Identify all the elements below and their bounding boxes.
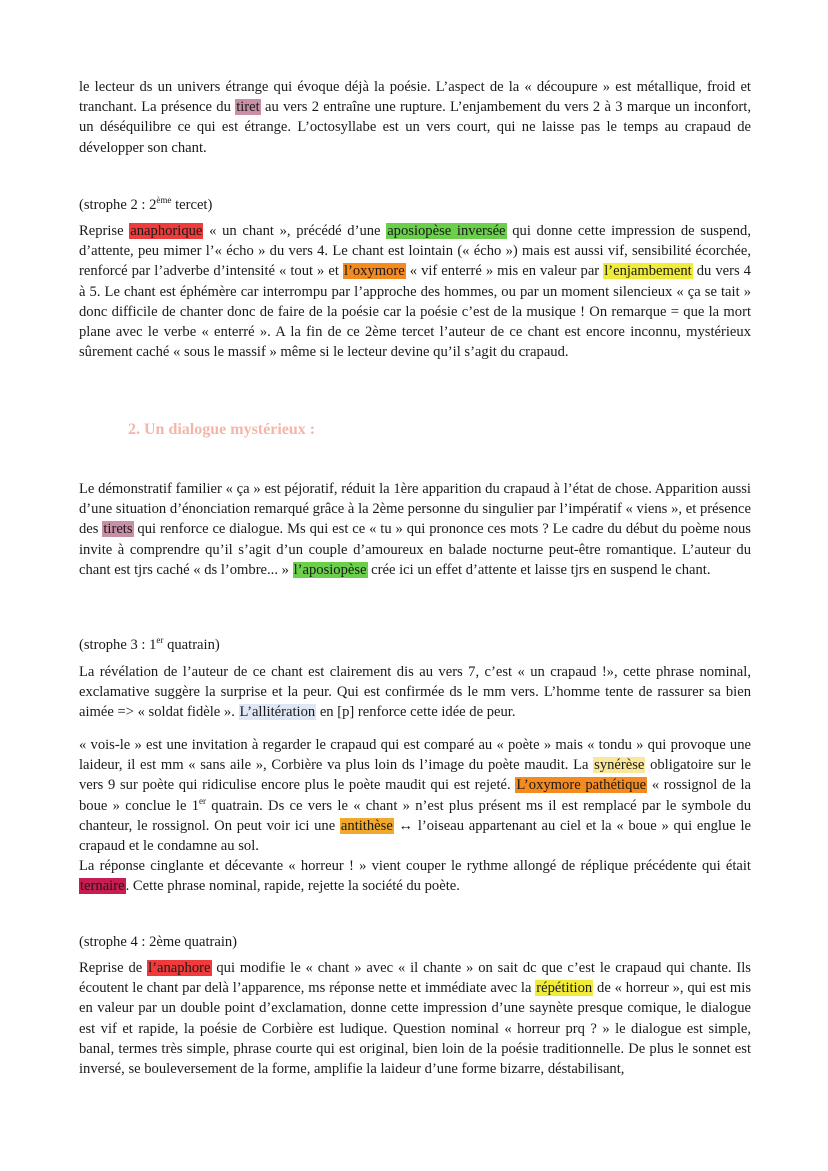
subheading-strophe-2: (strophe 2 : 2ème tercet) — [79, 195, 213, 213]
highlight-ternaire: ternaire — [80, 878, 125, 895]
highlight-antithese: antithèse — [340, 817, 393, 834]
highlight-enjambement: l’enjambement — [604, 263, 692, 280]
paragraph-dialogue: Le démonstratif familier « ça » est péjoratif, réduit la 1ère apparition du crapaud à l’état de chose. Apparition aussi d’une situation d’énonciation remarqué grâce à la 2ème personne du singulier par l’impératif « viens », et présence des tirets qui renforce ce dialogue. Ms qui est ce « tu » qui prononce ces mots ? Le cadre du début du poème nous invite à comprendre qu’il s’agit d’un couple d’amoureux en balade nocturne peut-être romantique. L’auteur du chant est tjrs caché « ds l’ombre... » l’aposiopèse crée ici un effet d’attente et laisse tjrs en suspend le chant. — [79, 481, 751, 578]
highlight-oxymore-pathetique: L’oxymore pathétique — [516, 777, 647, 794]
section-heading: 2. Un dialogue mystérieux : — [128, 421, 316, 438]
highlight-synerese: synérèse — [594, 757, 645, 774]
paragraph-strophe-3-a: La révélation de l’auteur de ce chant est clairement dis au vers 7, c’est « un crapaud !», cette phrase nominal, exclamative suggère la surprise et la peur. Qui est confirmée ds le mm vers. L’homme tente de rassurer sa bien aimée => « soldat fidèle ». L’allitération en [p] renforce cette idée de peur. — [79, 664, 751, 721]
subheading-strophe-4: (strophe 4 : 2ème quatrain) — [79, 934, 238, 950]
paragraph-strophe-1-end: le lecteur ds un univers étrange qui évoque déjà la poésie. L’aspect de la « découpure » est métallique, froid et tranchant. La présence du tiret au vers 2 entraîne une rupture. L’enjambement du vers 2 à 3 marque un inconfort, un déséquilibre ce qui est étrange. L’octosyllabe est un vers court, qui ne laisse pas le temps au crapaud de développer son chant. — [79, 79, 751, 156]
highlight-allitteration: L’allitération — [239, 704, 316, 721]
highlight-anaphorique: anaphorique — [130, 223, 203, 239]
highlight-anaphore: l’anaphore — [148, 960, 211, 976]
paragraph-strophe-3-b: « vois-le » est une invitation à regarder le crapaud qui est comparé au « poète » mais « tondu » qui provoque une laideur, il est mm « sans aile », Corbière va plus loin ds l’image du poète maudit. La synérèse obligatoire sur le vers 9 sur poète qui ridiculise encore plus le poète maudit qui est rejeté. L’oxymore pathétique « rossignol de la boue » conclue le 1er quatrain. Ds ce vers le « chant » n’est plus présent ms il est remplacé par le symbole du chanteur, le rossignol. On peut voir ici une antithèse ↔ l’oiseau appartenant au ciel et la « boue » qui englue le crapaud et le condamne au sol. — [79, 737, 752, 855]
highlight-aposiopese: l’aposiopèse — [293, 561, 367, 578]
paragraph-strophe-3-c: La réponse cinglante et décevante « horreur ! » vient couper le rythme allongé de réplique précédente qui était ternaire. Cette phrase nominal, rapide, rejette la société du poète. — [79, 858, 751, 895]
highlight-repetition: répétition — [536, 980, 593, 997]
subheading-strophe-3: (strophe 3 : 1er quatrain) — [79, 635, 220, 653]
paragraph-strophe-4: Reprise de l’anaphore qui modifie le « chant » avec « il chante » on sait dc que c’est le crapaud qui chante. Ils écoutent le chant par delà l’apparence, ms réponse nette et immédiate avec la répétition de « horreur », qui est mis en valeur par un double point d’exclamation, donne cette impression d’une saynète presque comique, le dialogue est vif et rapide, la poésie de Corbière est ludique. Question nominal « horreur prq ? » le dialogue est simple, banal, termes très simple, phrase courte qui est original, bien loin de la poésie traditionnelle. De plus le sonnet est inversé, se bouleversement de la forme, amplifie la laideur d’une forme bizarre, déstabilisant, — [79, 960, 751, 1078]
highlight-aposiopese-inversee: aposiopèse inversée — [387, 223, 506, 239]
highlight-tirets: tirets — [103, 521, 133, 538]
paragraph-strophe-2: Reprise anaphorique « un chant », précédé d’une aposiopèse inversée qui donne cette impression de suspend, d’attente, peu mimer l’« écho » du vers 4. Le chant est lointain (« écho ») mais est aussi vif, sensibilité écorchée, renforcé par l’adverbe d’intensité « tout » et l’oxymore « vif enterré » mis en valeur par l’enjambement du vers 4 à 5. Le chant est éphémère car interrompu par l’approche des hommes, ou par un moment silencieux « ça se tait » donc difficile de chanter donc de faire de la poésie car la poésie c’est de la musique ! On remarque = que la mort plane avec le verbe « enterré ». A la fin de ce 2ème tercet l’auteur de ce chant est encore inconnu, mystérieux sûrement caché « sous le massif » même si le lecteur devine qu’il s’agit du crapaud. — [79, 223, 751, 361]
highlight-oxymore: l’oxymore — [343, 263, 405, 280]
highlight-tiret: tiret — [236, 99, 260, 116]
